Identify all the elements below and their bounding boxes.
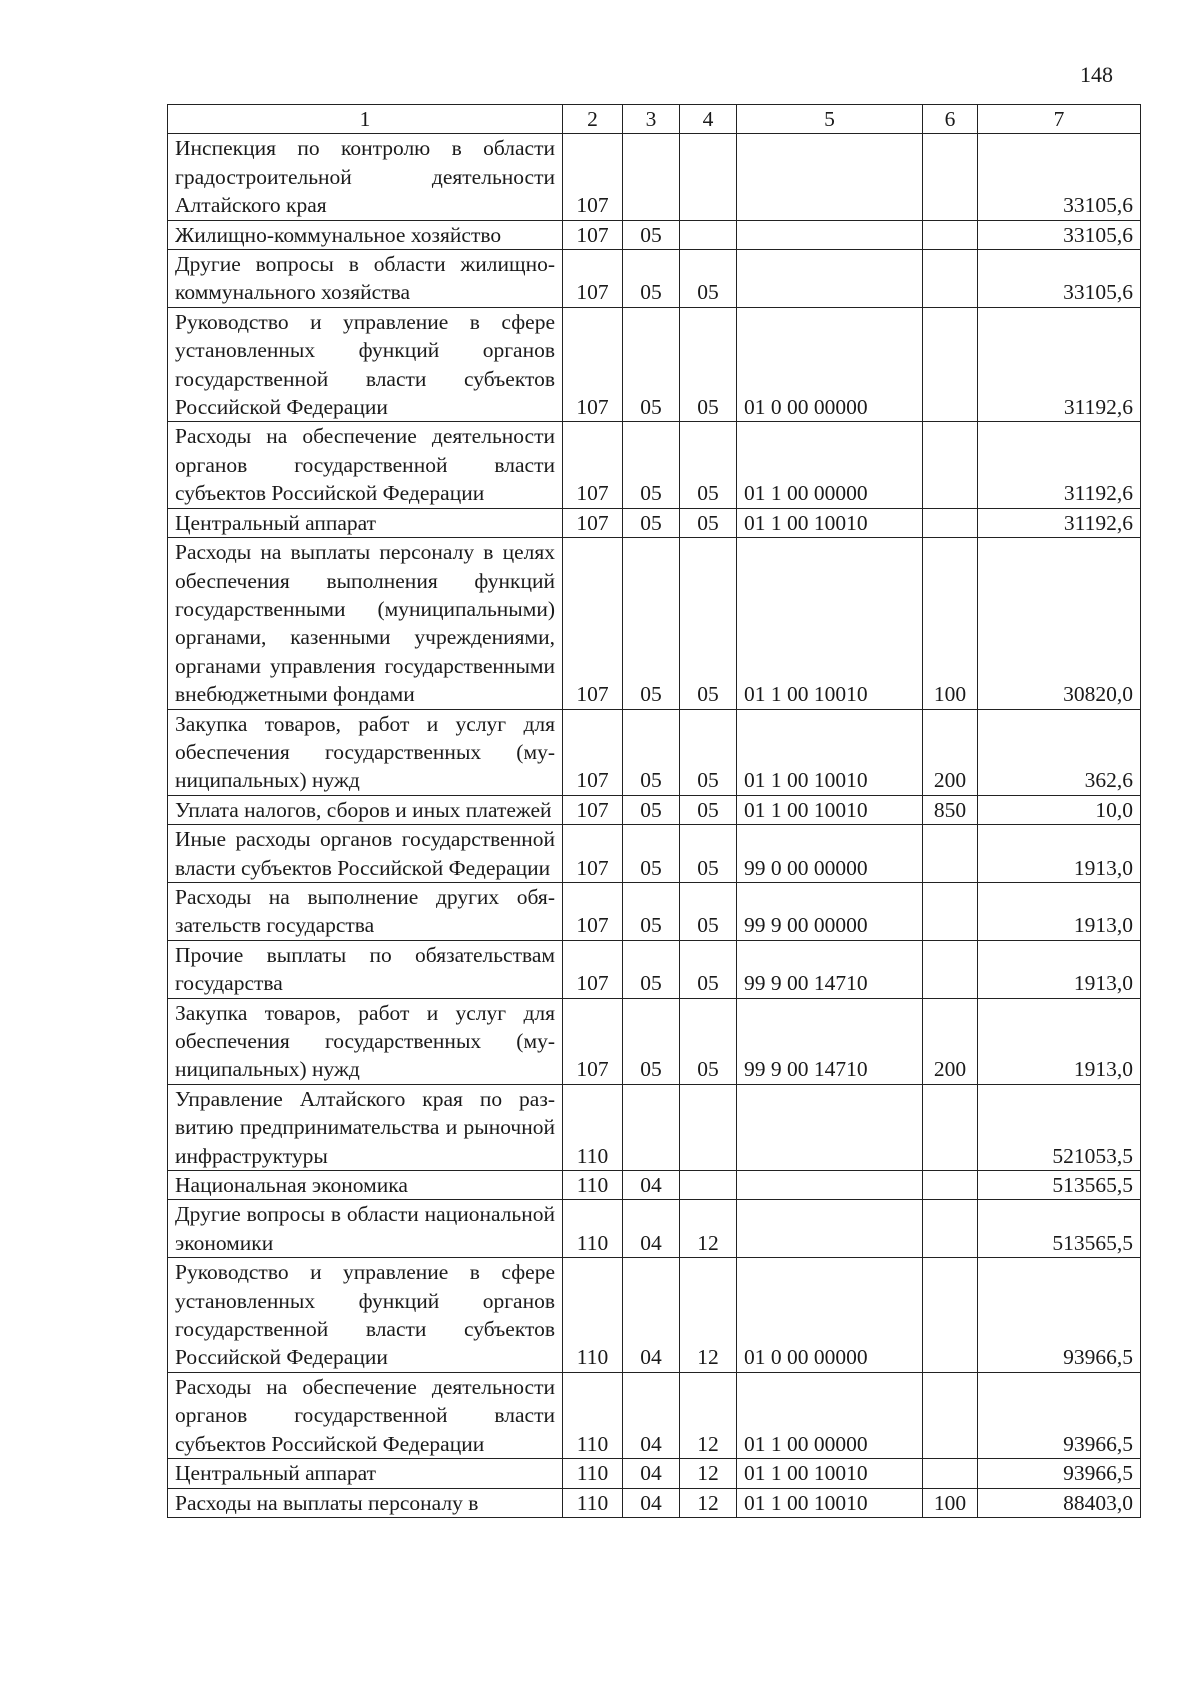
amount-cell: 31192,6 — [978, 307, 1141, 422]
section-code-cell: 05 — [623, 940, 680, 998]
section-code-cell: 05 — [623, 307, 680, 422]
target-article-cell: 99 0 00 00000 — [737, 825, 923, 883]
section-code-cell: 04 — [623, 1200, 680, 1258]
section-code-cell: 05 — [623, 998, 680, 1084]
row-name-cell: Иные расходы органов государственной власти субъектов Российской Федерации — [168, 825, 563, 883]
ministry-code-cell: 110 — [563, 1258, 623, 1373]
amount-cell: 31192,6 — [978, 508, 1141, 537]
ministry-code-cell: 107 — [563, 508, 623, 537]
row-name-cell: Жилищно-коммунальное хозяйство — [168, 220, 563, 249]
subsection-code-cell: 05 — [680, 508, 737, 537]
section-code-cell: 05 — [623, 795, 680, 824]
column-header: 1 — [168, 105, 563, 134]
expense-type-cell — [923, 422, 978, 508]
header-row — [168, 105, 1141, 134]
ministry-code-cell: 107 — [563, 795, 623, 824]
amount-cell: 93966,5 — [978, 1372, 1141, 1458]
table-row — [168, 1258, 1141, 1373]
subsection-code-cell: 05 — [680, 825, 737, 883]
amount-cell: 33105,6 — [978, 134, 1141, 220]
target-article-cell: 01 0 00 00000 — [737, 1258, 923, 1373]
expense-type-cell — [923, 825, 978, 883]
expense-type-cell — [923, 1459, 978, 1488]
target-article-cell — [737, 220, 923, 249]
column-header: 2 — [563, 105, 623, 134]
expense-type-cell — [923, 1258, 978, 1373]
budget-table — [167, 104, 1141, 1518]
table-row — [168, 998, 1141, 1084]
row-name-cell: Расходы на обеспечение деятельности органов государственной власти субъектов Российской Федерации — [168, 1372, 563, 1458]
subsection-code-cell — [680, 220, 737, 249]
subsection-code-cell: 05 — [680, 538, 737, 709]
ministry-code-cell: 107 — [563, 940, 623, 998]
table-row — [168, 307, 1141, 422]
row-name-cell: Другие вопросы в области жилищно-коммунального хозяйства — [168, 250, 563, 308]
ministry-code-cell: 110 — [563, 1171, 623, 1200]
expense-type-cell — [923, 1372, 978, 1458]
section-code-cell: 05 — [623, 825, 680, 883]
subsection-code-cell: 12 — [680, 1459, 737, 1488]
ministry-code-cell: 110 — [563, 1372, 623, 1458]
table-row — [168, 1488, 1141, 1517]
amount-cell: 88403,0 — [978, 1488, 1141, 1517]
section-code-cell: 05 — [623, 250, 680, 308]
expense-type-cell: 200 — [923, 998, 978, 1084]
subsection-code-cell: 05 — [680, 422, 737, 508]
table-row — [168, 825, 1141, 883]
amount-cell: 513565,5 — [978, 1171, 1141, 1200]
subsection-code-cell: 05 — [680, 940, 737, 998]
subsection-code-cell: 05 — [680, 709, 737, 795]
expense-type-cell: 200 — [923, 709, 978, 795]
amount-cell: 10,0 — [978, 795, 1141, 824]
amount-cell: 30820,0 — [978, 538, 1141, 709]
column-header: 3 — [623, 105, 680, 134]
amount-cell: 1913,0 — [978, 882, 1141, 940]
column-header: 4 — [680, 105, 737, 134]
expense-type-cell — [923, 940, 978, 998]
subsection-code-cell: 12 — [680, 1488, 737, 1517]
ministry-code-cell: 107 — [563, 307, 623, 422]
amount-cell: 1913,0 — [978, 940, 1141, 998]
amount-cell: 513565,5 — [978, 1200, 1141, 1258]
ministry-code-cell: 107 — [563, 998, 623, 1084]
table-row — [168, 508, 1141, 537]
column-header: 6 — [923, 105, 978, 134]
row-name-cell: Расходы на выплаты персоналу в — [168, 1488, 563, 1517]
ministry-code-cell: 107 — [563, 422, 623, 508]
section-code-cell: 05 — [623, 508, 680, 537]
ministry-code-cell: 110 — [563, 1488, 623, 1517]
ministry-code-cell: 107 — [563, 825, 623, 883]
row-name-cell: Национальная экономика — [168, 1171, 563, 1200]
section-code-cell — [623, 134, 680, 220]
amount-cell: 33105,6 — [978, 220, 1141, 249]
page-number: 148 — [1080, 62, 1113, 87]
section-code-cell: 05 — [623, 882, 680, 940]
column-header: 5 — [737, 105, 923, 134]
expense-type-cell — [923, 882, 978, 940]
row-name-cell: Закупка товаров, работ и услуг для обеспечения государственных (муниципальных) нужд — [168, 998, 563, 1084]
target-article-cell: 01 1 00 10010 — [737, 795, 923, 824]
row-name-cell: Управление Алтайского края по развитию предпринимательства и рыночной инфраструктуры — [168, 1084, 563, 1170]
target-article-cell: 01 1 00 10010 — [737, 508, 923, 537]
row-name-cell: Закупка товаров, работ и услуг для обеспечения государственных (муниципальных) нужд — [168, 709, 563, 795]
expense-type-cell — [923, 1084, 978, 1170]
expense-type-cell: 100 — [923, 538, 978, 709]
amount-cell: 1913,0 — [978, 825, 1141, 883]
table-row — [168, 422, 1141, 508]
table-row — [168, 134, 1141, 220]
expense-type-cell — [923, 220, 978, 249]
table-row — [168, 1200, 1141, 1258]
expense-type-cell — [923, 250, 978, 308]
row-name-cell: Руководство и управление в сфере установленных функций органов государственной власти субъектов Российской Федерации — [168, 307, 563, 422]
table-row — [168, 1372, 1141, 1458]
subsection-code-cell: 12 — [680, 1258, 737, 1373]
row-name-cell: Центральный аппарат — [168, 508, 563, 537]
subsection-code-cell — [680, 1171, 737, 1200]
amount-cell: 31192,6 — [978, 422, 1141, 508]
ministry-code-cell: 107 — [563, 134, 623, 220]
table-row — [168, 940, 1141, 998]
ministry-code-cell: 107 — [563, 709, 623, 795]
table-row — [168, 709, 1141, 795]
target-article-cell: 99 9 00 00000 — [737, 882, 923, 940]
subsection-code-cell: 05 — [680, 795, 737, 824]
subsection-code-cell: 05 — [680, 882, 737, 940]
target-article-cell — [737, 1084, 923, 1170]
subsection-code-cell: 12 — [680, 1200, 737, 1258]
target-article-cell: 01 1 00 10010 — [737, 538, 923, 709]
section-code-cell: 05 — [623, 422, 680, 508]
target-article-cell: 99 9 00 14710 — [737, 998, 923, 1084]
subsection-code-cell — [680, 1084, 737, 1170]
subsection-code-cell — [680, 134, 737, 220]
ministry-code-cell: 107 — [563, 882, 623, 940]
amount-cell: 362,6 — [978, 709, 1141, 795]
amount-cell: 33105,6 — [978, 250, 1141, 308]
section-code-cell: 05 — [623, 709, 680, 795]
row-name-cell: Расходы на выполнение других обязательств государства — [168, 882, 563, 940]
target-article-cell: 99 9 00 14710 — [737, 940, 923, 998]
table-row — [168, 250, 1141, 308]
subsection-code-cell: 12 — [680, 1372, 737, 1458]
expense-type-cell — [923, 134, 978, 220]
table-row — [168, 882, 1141, 940]
ministry-code-cell: 107 — [563, 220, 623, 249]
target-article-cell — [737, 250, 923, 308]
ministry-code-cell: 107 — [563, 250, 623, 308]
subsection-code-cell: 05 — [680, 250, 737, 308]
amount-cell: 93966,5 — [978, 1459, 1141, 1488]
subsection-code-cell: 05 — [680, 307, 737, 422]
section-code-cell: 05 — [623, 538, 680, 709]
column-header: 7 — [978, 105, 1141, 134]
amount-cell: 93966,5 — [978, 1258, 1141, 1373]
table-row — [168, 1459, 1141, 1488]
expense-type-cell: 850 — [923, 795, 978, 824]
row-name-cell: Другие вопросы в области национальной экономики — [168, 1200, 563, 1258]
expense-type-cell — [923, 1200, 978, 1258]
amount-cell: 521053,5 — [978, 1084, 1141, 1170]
row-name-cell: Расходы на выплаты персоналу в целях обеспечения выполнения функций государственными (муниципальными) органами, казенными учреждениями, органами управления государственными внебюджетными фондами — [168, 538, 563, 709]
target-article-cell: 01 1 00 00000 — [737, 1372, 923, 1458]
section-code-cell — [623, 1084, 680, 1170]
table-row — [168, 795, 1141, 824]
subsection-code-cell: 05 — [680, 998, 737, 1084]
target-article-cell — [737, 134, 923, 220]
ministry-code-cell: 110 — [563, 1200, 623, 1258]
row-name-cell: Руководство и управление в сфере установленных функций органов государственной власти субъектов Российской Федерации — [168, 1258, 563, 1373]
ministry-code-cell: 110 — [563, 1084, 623, 1170]
target-article-cell: 01 1 00 10010 — [737, 1459, 923, 1488]
expense-type-cell — [923, 307, 978, 422]
target-article-cell: 01 0 00 00000 — [737, 307, 923, 422]
section-code-cell: 04 — [623, 1258, 680, 1373]
row-name-cell: Уплата налогов, сборов и иных платежей — [168, 795, 563, 824]
target-article-cell — [737, 1200, 923, 1258]
table-row — [168, 1084, 1141, 1170]
expense-type-cell — [923, 1171, 978, 1200]
target-article-cell — [737, 1171, 923, 1200]
row-name-cell: Центральный аппарат — [168, 1459, 563, 1488]
table-row — [168, 1171, 1141, 1200]
section-code-cell: 04 — [623, 1488, 680, 1517]
table-row — [168, 220, 1141, 249]
target-article-cell: 01 1 00 10010 — [737, 709, 923, 795]
ministry-code-cell: 107 — [563, 538, 623, 709]
ministry-code-cell: 110 — [563, 1459, 623, 1488]
row-name-cell: Инспекция по контролю в области градостроительной деятельности Алтайского края — [168, 134, 563, 220]
section-code-cell: 04 — [623, 1372, 680, 1458]
expense-type-cell: 100 — [923, 1488, 978, 1517]
row-name-cell: Прочие выплаты по обязательствам государства — [168, 940, 563, 998]
expense-type-cell — [923, 508, 978, 537]
target-article-cell: 01 1 00 10010 — [737, 1488, 923, 1517]
section-code-cell: 04 — [623, 1171, 680, 1200]
row-name-cell: Расходы на обеспечение деятельности органов государственной власти субъектов Российской Федерации — [168, 422, 563, 508]
amount-cell: 1913,0 — [978, 998, 1141, 1084]
target-article-cell: 01 1 00 00000 — [737, 422, 923, 508]
table-row — [168, 538, 1141, 709]
section-code-cell: 05 — [623, 220, 680, 249]
section-code-cell: 04 — [623, 1459, 680, 1488]
